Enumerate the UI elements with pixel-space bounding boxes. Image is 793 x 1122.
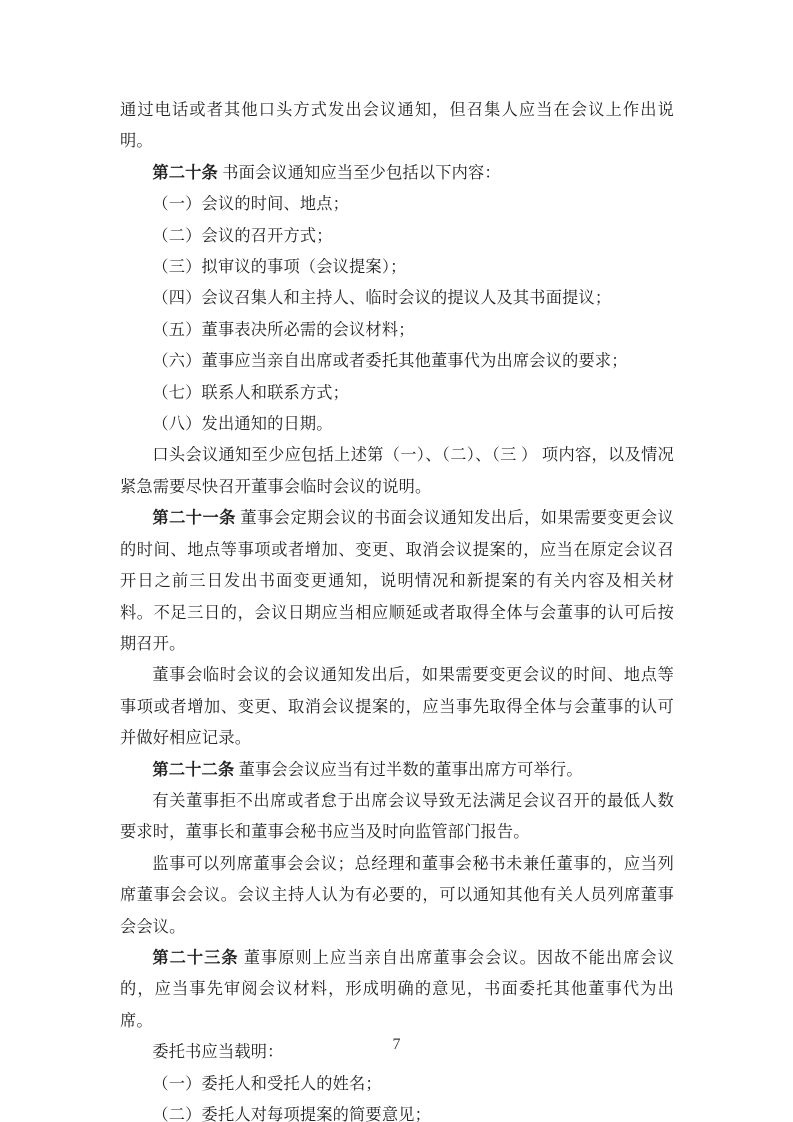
notice-item-6: （六）董事应当亲自出席或者委托其他董事代为出席会议的要求； (152, 352, 628, 371)
para-observers: 监事可以列席董事会会议；总经理和董事会秘书未兼任董事的，应当列席董事会会议。会议主持人认为有必要的，可以通知其他有关人员列席董事会会议。 (120, 854, 674, 936)
para-interim-change: 董事会临时会议的会议通知发出后，如果需要变更会议的时间、地点等事项或者增加、变更、取消会议提案的，应当事先取得全体与会董事的认可并做好相应记录。 (120, 666, 674, 748)
proxy-item-2: （二）委托人对每项提案的简要意见； (152, 1106, 431, 1122)
article-23-paragraph: 第二十三条 董事原则上应当亲自出席董事会会议。因故不能出席会议的，应当事先审阅会议材料，形成明确的意见，书面委托其他董事代为出席。 (120, 948, 675, 1030)
page-number: 7 (392, 1036, 401, 1053)
article-20-heading: 第二十条 书面会议通知应当至少包括以下内容： (152, 163, 501, 182)
notice-item-4: （四）会议召集人和主持人、临时会议的提议人及其书面提议； (152, 289, 612, 308)
notice-item-8: （八）发出通知的日期。 (152, 415, 333, 434)
notice-item-2: （二）会议的召开方式； (152, 226, 333, 245)
para-quorum-report: 有关董事拒不出席或者怠于出席会议导致无法满足会议召开的最低人数要求时，董事长和董事会秘书应当及时向监管部门报告。 (120, 791, 674, 842)
para-oral-notice: 口头会议通知至少应包括上述第（一）、（二）、（三 ） 项内容，以及情况紧急需要尽快召开董事会临时会议的说明。 (120, 446, 674, 496)
article-21-paragraph: 第二十一条 董事会定期会议的书面会议通知发出后，如果需要变更会议的时间、地点等事项或者增加、变更、取消会议提案的，应当在原定会议召开日之前三日发出书面变更通知，说明情况和新提案的有关内容及相关材料。不足三日的，会议日期应当相应顺延或者取得全体与会董事的认可后按期召开。 (120, 509, 675, 653)
article-number: 第二十二条 (152, 760, 235, 779)
notice-item-7: （七）联系人和联系方式； (152, 383, 350, 402)
document-body (120, 95, 674, 1122)
article-number: 第二十三条 (152, 948, 239, 967)
notice-item-5: （五）董事表决所必需的会议材料； (152, 320, 415, 339)
para-proxy-intro: 委托书应当载明： (152, 1043, 284, 1062)
article-number: 第二十一条 (152, 509, 236, 528)
proxy-item-1: （一）委托人和受托人的姓名； (152, 1074, 382, 1093)
article-number: 第二十条 (152, 163, 218, 182)
para-continuation: 通过电话或者其他口头方式发出会议通知，但召集人应当在会议上作出说明。 (120, 101, 674, 151)
article-22-paragraph: 第二十二条 董事会会议应当有过半数的董事出席方可举行。 (152, 760, 583, 779)
notice-item-3: （三）拟审议的事项（会议提案）； (152, 258, 407, 277)
notice-item-1: （一）会议的时间、地点； (152, 195, 350, 214)
